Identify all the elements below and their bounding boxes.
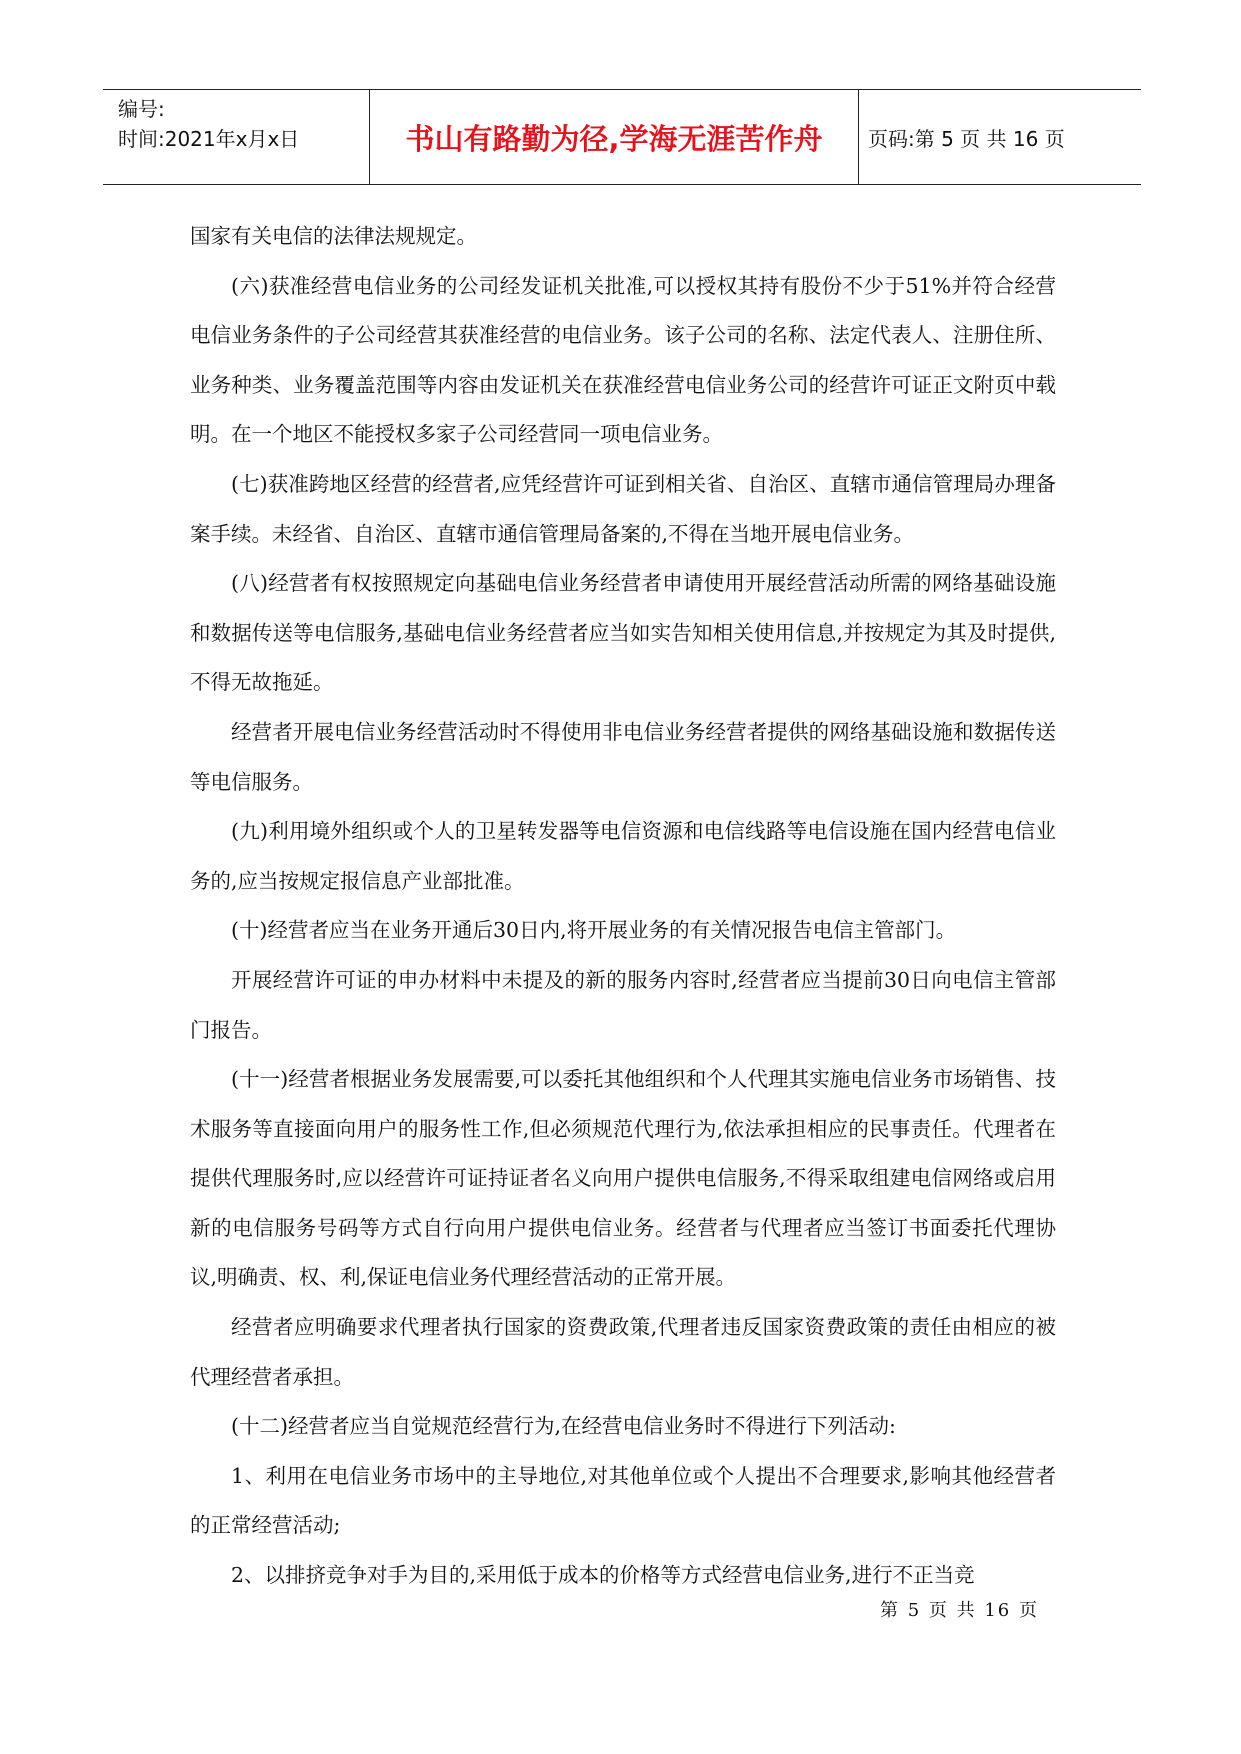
paragraph: (七)获准跨地区经营的经营者,应凭经营许可证到相关省、自治区、直辖市通信管理局办理备案手续。未经省、自治区、直辖市通信管理局备案的,不得在当地开展电信业务。 bbox=[190, 471, 1056, 546]
page-footer: 第 5 页 共 16 页 bbox=[880, 1600, 1039, 1621]
paragraph: (八)经营者有权按照规定向基础电信业务经营者申请使用开展经营活动所需的网络基础设施和数据传送等电信服务,基础电信业务经营者应当如实告知相关使用信息,并按规定为其及时提供,不得无故拖延。 bbox=[190, 571, 1056, 695]
paragraph: (十一)经营者根据业务发展需要,可以委托其他组织和个人代理其实施电信业务市场销售、技术服务等直接面向用户的服务性工作,但必须规范代理行为,依法承担相应的民事责任。代理者在提供代理服务时,应以经营许可证持证者名义向用户提供电信服务,不得采取组建电信网络或启用新的电信服务号码等方式自行向用户提供电信业务。经营者与代理者应当签订书面委托代理协议,明确责、权、利,保证电信业务代理经营活动的正常开展。 bbox=[190, 1067, 1056, 1290]
header-meta bbox=[118, 94, 368, 154]
header-motto: 书山有路勤为径,学海无涯苦作舟 bbox=[405, 121, 823, 156]
paragraph: 开展经营许可证的申办材料中未提及的新的服务内容时,经营者应当提前30日向电信主管部门报告。 bbox=[190, 967, 1056, 1042]
paragraph: (十二)经营者应当自觉规范经营行为,在经营电信业务时不得进行下列活动: bbox=[231, 1414, 896, 1439]
document-time-label: 时间:2021年x月x日 bbox=[118, 127, 300, 151]
paragraph: 国家有关电信的法律法规规定。 bbox=[190, 224, 477, 248]
document-body bbox=[190, 212, 1056, 1601]
document-number-label: 编号: bbox=[118, 97, 165, 121]
paragraph: 经营者开展电信业务经营活动时不得使用非电信业务经营者提供的网络基础设施和数据传送等电信服务。 bbox=[190, 719, 1056, 794]
paragraph: (十)经营者应当在业务开通后30日内,将开展业务的有关情况报告电信主管部门。 bbox=[231, 918, 957, 943]
header-page-info: 页码:第 5 页 共 16 页 bbox=[868, 126, 1065, 151]
page-header bbox=[103, 89, 1141, 185]
paragraph: 1、利用在电信业务市场中的主导地位,对其他单位或个人提出不合理要求,影响其他经营者的正常经营活动; bbox=[190, 1463, 1056, 1538]
paragraph: 经营者应明确要求代理者执行国家的资费政策,代理者违反国家资费政策的责任由相应的被代理经营者承担。 bbox=[190, 1315, 1056, 1389]
paragraph: 2、以排挤竞争对手为目的,采用低于成本的价格等方式经营电信业务,进行不正当竞 bbox=[231, 1563, 975, 1588]
paragraph: (六)获准经营电信业务的公司经发证机关批准,可以授权其持有股份不少于51%并符合经营电信业务条件的子公司经营其获准经营的电信业务。该子公司的名称、法定代表人、注册住所、业务种类、业务覆盖范围等内容由发证机关在获准经营电信业务公司的经营许可证正文附页中载明。在一个地区不能授权多家子公司经营同一项电信业务。 bbox=[190, 273, 1056, 447]
header-divider bbox=[858, 90, 859, 184]
paragraph: (九)利用境外组织或个人的卫星转发器等电信资源和电信线路等电信设施在国内经营电信业务的,应当按规定报信息产业部批准。 bbox=[190, 819, 1056, 893]
